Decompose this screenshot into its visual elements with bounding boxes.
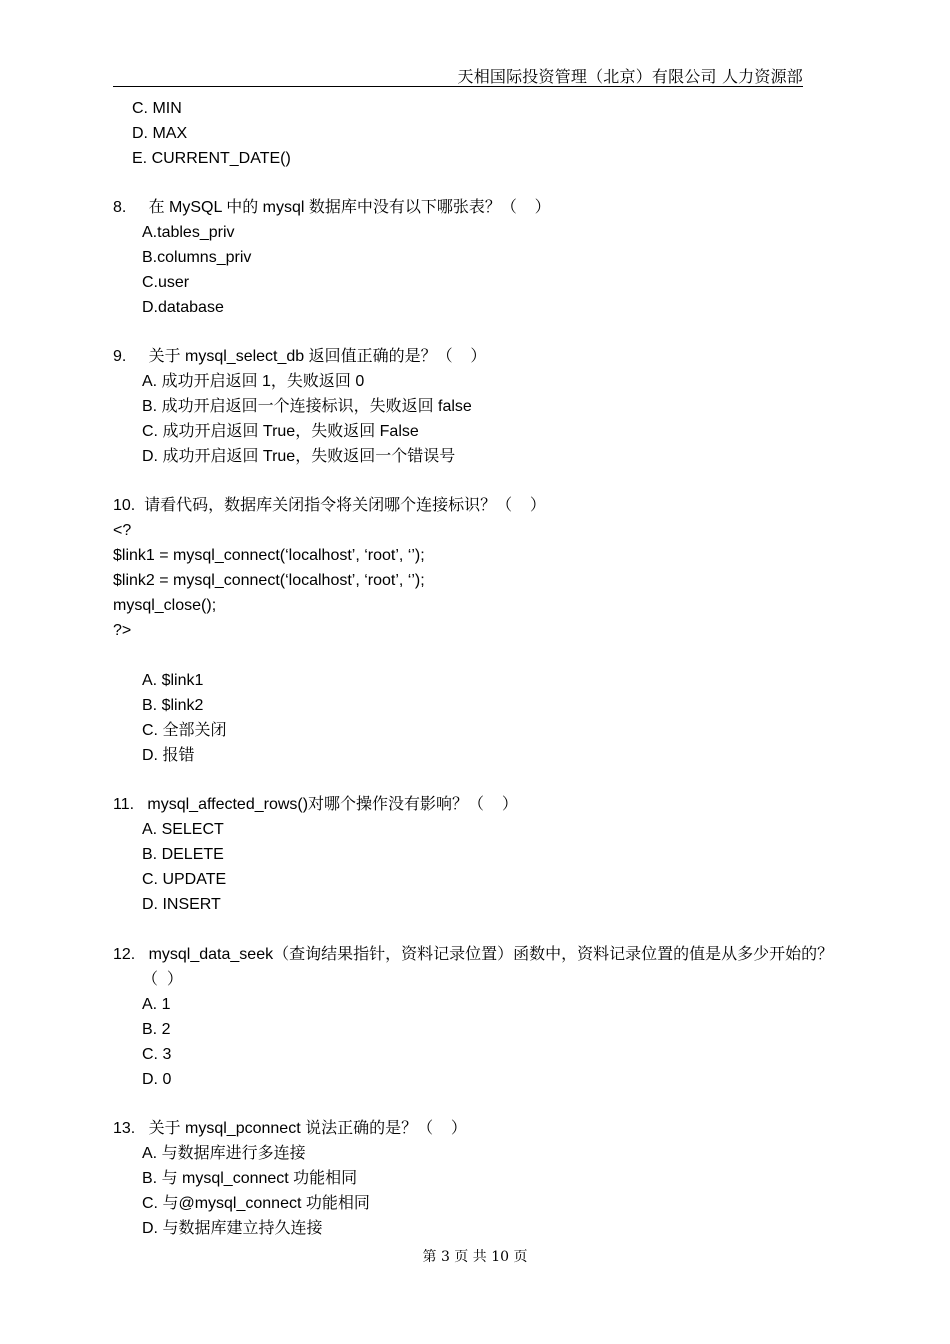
q9-option-d: D. 成功开启返回 True，失败返回一个错误号 <box>142 448 456 465</box>
q13-question: 13. 关于 mysql_pconnect 说法正确的是？（ ） <box>113 1120 467 1137</box>
q11-question: 11. mysql_affected_rows()对哪个操作没有影响？（ ） <box>113 796 518 813</box>
q11-option-a: A. SELECT <box>142 821 224 838</box>
q10-code-line: $link1 = mysql_connect(‘localhost’, ‘root’, ‘’); <box>113 547 425 564</box>
q8-question: 8. 在 MySQL 中的 mysql 数据库中没有以下哪张表？（ ） <box>113 199 551 216</box>
q12-option-c: C. 3 <box>142 1046 172 1063</box>
q12-option-b: B. 2 <box>142 1021 171 1038</box>
q11-option-c: C. UPDATE <box>142 871 227 888</box>
q7-option-c: C. MIN <box>132 100 182 117</box>
q12-question: 12. mysql_data_seek（查询结果指针，资料记录位置）函数中，资料记录位置的值是从多少开始的？ <box>113 946 834 963</box>
q10-question: 10. 请看代码，数据库关闭指令将关闭哪个连接标识？（ ） <box>113 497 546 514</box>
q7-option-d: D. MAX <box>132 125 188 142</box>
page-header-company: 天相国际投资管理（北京）有限公司 人力资源部 <box>457 67 803 86</box>
q10-code-line: <? <box>113 522 132 539</box>
q13-option-c: C. 与@mysql_connect 功能相同 <box>142 1195 370 1212</box>
q13-option-a: A. 与数据库进行多连接 <box>142 1145 306 1162</box>
page-footer <box>0 1246 950 1266</box>
q10-code-line: mysql_close(); <box>113 597 217 614</box>
q11-option-b: B. DELETE <box>142 846 224 863</box>
q11-option-d: D. INSERT <box>142 896 221 913</box>
q13-option-b: B. 与 mysql_connect 功能相同 <box>142 1170 358 1187</box>
q8-option-d: D.database <box>142 299 224 316</box>
q10-option-c: C. 全部关闭 <box>142 722 227 739</box>
q10-option-a: A. $link1 <box>142 672 204 689</box>
q10-code-line: ?> <box>113 622 132 639</box>
q8-option-b: B.columns_priv <box>142 249 252 266</box>
q10-option-d: D. 报错 <box>142 747 195 764</box>
q12-option-a: A. 1 <box>142 996 171 1013</box>
q12-question-cont: （ ） <box>142 971 183 988</box>
q9-question: 9. 关于 mysql_select_db 返回值正确的是？（ ） <box>113 348 487 365</box>
q8-option-c: C.user <box>142 274 190 291</box>
q8-option-a: A.tables_priv <box>142 224 235 241</box>
q13-option-d: D. 与数据库建立持久连接 <box>142 1220 323 1237</box>
q12-option-d: D. 0 <box>142 1071 172 1088</box>
header-rule <box>113 86 803 87</box>
q10-code-line: $link2 = mysql_connect(‘localhost’, ‘root’, ‘’); <box>113 572 425 589</box>
q10-option-b: B. $link2 <box>142 697 204 714</box>
q9-option-b: B. 成功开启返回一个连接标识，失败返回 false <box>142 398 472 415</box>
q7-option-e: E. CURRENT_DATE() <box>132 150 291 167</box>
q9-option-c: C. 成功开启返回 True，失败返回 False <box>142 423 419 440</box>
page-number: 第 3 页 共 10 页 <box>422 1249 528 1265</box>
q9-option-a: A. 成功开启返回 1，失败返回 0 <box>142 373 365 390</box>
